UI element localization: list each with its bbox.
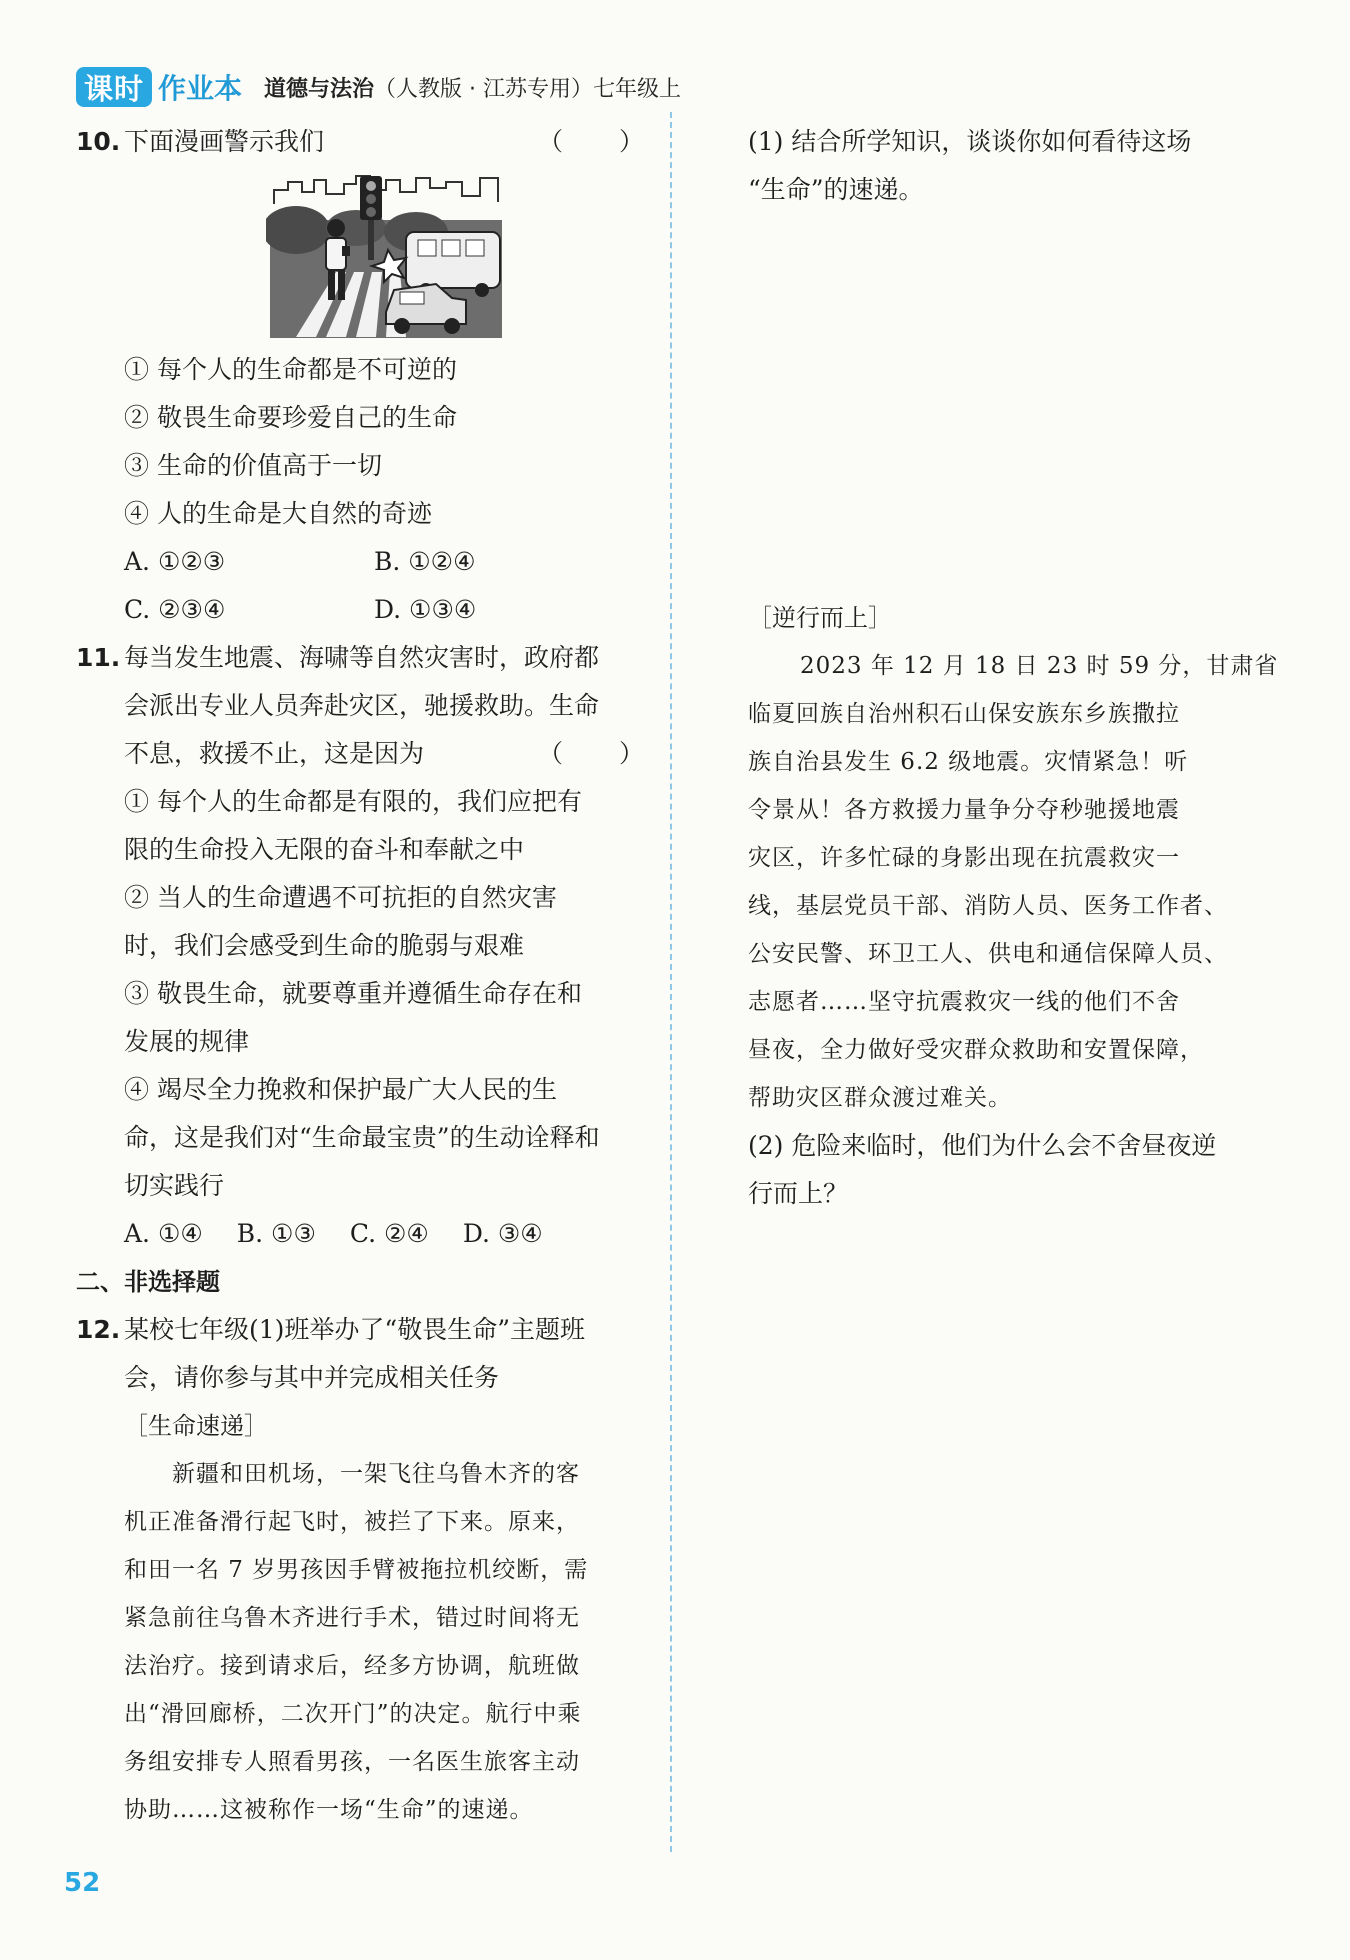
choice-d: D. ①③④ <box>374 595 477 624</box>
passage-line: 法治疗。接到请求后，经多方协调，航班做 <box>124 1653 580 1679</box>
question-number: 10. <box>76 127 121 156</box>
passage-line: 公安民警、环卫工人、供电和通信保障人员、 <box>748 941 1228 967</box>
choice-row <box>76 586 646 634</box>
option-item: ④ 人的生命是大自然的奇迹 <box>124 499 432 528</box>
option-item: ② 当人的生命遭遇不可抗拒的自然灾害 <box>124 883 557 912</box>
question-number: 12. <box>76 1315 121 1344</box>
option-item: 发展的规律 <box>124 1027 250 1056</box>
answer-blank: （ ） <box>537 739 646 768</box>
option-item: ④ 竭尽全力挽救和保护最广大人民的生 <box>124 1075 557 1104</box>
book-title <box>264 72 681 103</box>
option-item: ① 每个人的生命都是不可逆的 <box>124 355 457 384</box>
option-item: 命，这是我们对“生命最宝贵”的生动诠释和 <box>124 1123 600 1152</box>
column-divider <box>670 112 672 1852</box>
choice-b: B. ①②④ <box>374 547 476 576</box>
question-number: 11. <box>76 643 121 672</box>
brand-logo-suffix: 作业本 <box>158 72 243 105</box>
passage-line: 2023 年 12 月 18 日 23 时 59 分，甘肃省 <box>800 653 1279 679</box>
option-item: 时，我们会感受到生命的脆弱与艰难 <box>124 931 525 960</box>
choice-a: A. ①④ <box>124 1219 203 1248</box>
left-column <box>76 118 646 1834</box>
question-text-last <box>76 730 646 778</box>
brand-logo: 课时 <box>76 67 152 107</box>
choice-c: C. ②④ <box>349 1219 429 1248</box>
choice-c: C. ②③④ <box>124 595 226 624</box>
passage-line: 线，基层党员干部、消防人员、医务工作者、 <box>748 893 1228 919</box>
passage-line: 临夏回族自治州积石山保安族东乡族撒拉 <box>748 701 1180 727</box>
choice-row <box>76 1210 646 1258</box>
passage-line: 出“滑回廊桥，二次开门”的决定。航行中乘 <box>124 1701 582 1727</box>
option-item: ③ 敬畏生命，就要尊重并遵循生命存在和 <box>124 979 582 1008</box>
page-number: 52 <box>64 1868 101 1898</box>
option-item: ② 敬畏生命要珍爱自己的生命 <box>124 403 457 432</box>
sub-question-1-cont: “生命”的速递。 <box>748 175 924 204</box>
comic-illustration <box>266 172 506 340</box>
question-text: 每当发生地震、海啸等自然灾害时，政府都 <box>124 643 600 672</box>
option-item: 切实践行 <box>124 1171 225 1200</box>
answer-space <box>748 214 1276 594</box>
task-tag-label: 生命速递 <box>148 1412 244 1440</box>
question-text: 某校七年级(1)班举办了“敬畏生命”主题班 <box>124 1315 585 1344</box>
passage-line: 和田一名 7 岁男孩因手臂被拖拉机绞断，需 <box>124 1557 589 1583</box>
passage-line: 灾区，许多忙碌的身影出现在抗震救灾一 <box>748 845 1180 871</box>
task-tag: ［逆行而上］ <box>748 604 892 632</box>
question-11-stem <box>76 634 646 682</box>
sub-question-1: (1) 结合所学知识，谈谈你如何看待这场 <box>748 127 1192 156</box>
sub-question-2-cont: 行而上？ <box>748 1179 849 1208</box>
passage-line: 族自治县发生 6.2 级地震。灾情紧急！听 <box>748 749 1189 775</box>
answer-blank: （ ） <box>537 127 646 156</box>
option-item: 限的生命投入无限的奋斗和奉献之中 <box>124 835 525 864</box>
passage-line: 新疆和田机场，一架飞往乌鲁木齐的客 <box>172 1461 580 1487</box>
section-title: 二、非选择题 <box>76 1268 220 1296</box>
question-10-stem <box>76 118 646 166</box>
choice-b: B. ①③ <box>236 1219 316 1248</box>
choice-d: D. ③④ <box>462 1219 543 1248</box>
passage-line: 昼夜，全力做好受灾群众救助和安置保障， <box>748 1037 1204 1063</box>
right-column <box>748 118 1279 1218</box>
question-text: 会派出专业人员奔赴灾区，驰援救助。生命 <box>124 691 600 720</box>
option-item: ③ 生命的价值高于一切 <box>124 451 382 480</box>
passage-line: 紧急前往乌鲁木齐进行手术，错过时间将无 <box>124 1605 580 1631</box>
question-text: 不息，救援不止，这是因为 <box>124 739 425 768</box>
task-tag-label: 逆行而上 <box>772 604 868 632</box>
traffic-comic-image <box>266 172 506 340</box>
subject-name: 道德与法治 <box>264 76 375 102</box>
passage-line: 协助……这被称作一场“生命”的速递。 <box>124 1797 534 1823</box>
edition-info: （人教版 · 江苏专用）七年级上 <box>374 76 682 102</box>
choice-a: A. ①②③ <box>124 547 226 576</box>
choice-row <box>76 538 646 586</box>
passage-line: 志愿者……坚守抗震救灾一线的他们不舍 <box>748 989 1180 1015</box>
question-text: 会，请你参与其中并完成相关任务 <box>124 1363 500 1392</box>
passage-line: 帮助灾区群众渡过难关。 <box>748 1085 1012 1111</box>
task-tag: ［生命速递］ <box>124 1412 268 1440</box>
passage-line: 务组安排专人照看男孩，一名医生旅客主动 <box>124 1749 580 1775</box>
page-header <box>76 64 681 110</box>
sub-question-2: (2) 危险来临时，他们为什么会不舍昼夜逆 <box>748 1131 1217 1160</box>
option-item: ① 每个人的生命都是有限的，我们应把有 <box>124 787 582 816</box>
question-text: 下面漫画警示我们 <box>124 127 325 156</box>
question-12-stem <box>76 1306 646 1354</box>
passage-line: 机正准备滑行起飞时，被拦了下来。原来， <box>124 1509 580 1535</box>
passage-line: 令景从！各方救援力量争分夺秒驰援地震 <box>748 797 1180 823</box>
